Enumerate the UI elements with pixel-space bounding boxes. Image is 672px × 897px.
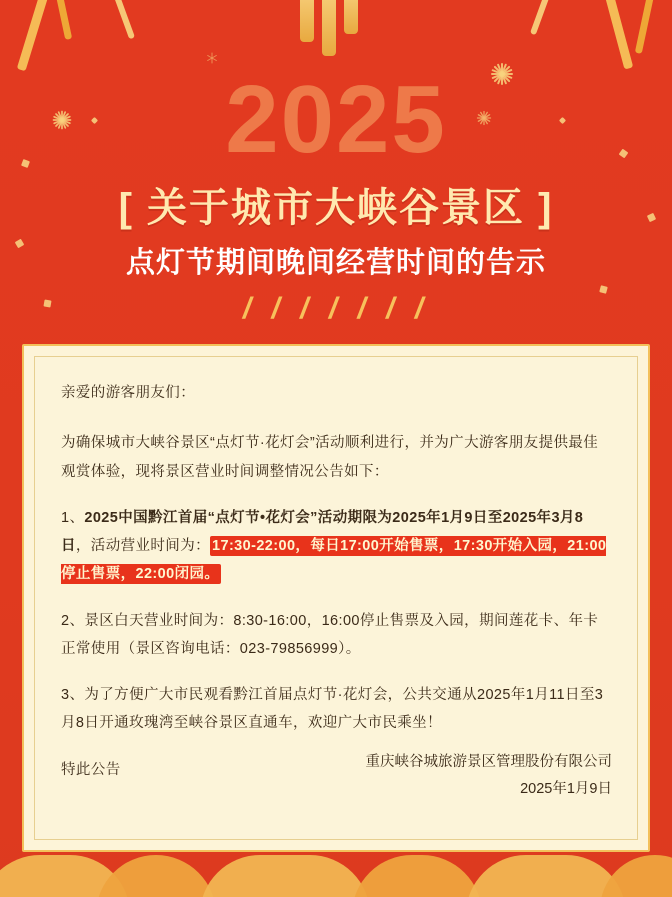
signature-org: 重庆峡谷城旅游景区管理股份有限公司 — [365, 753, 612, 770]
cloud-icon — [466, 855, 626, 897]
cloud-icon — [96, 855, 216, 897]
ribbon-icon — [600, 0, 634, 70]
item1-prefix: 1、 — [61, 509, 85, 526]
page-year: 2025 — [225, 66, 447, 173]
notice-item-1 — [61, 504, 611, 589]
ribbon-icon — [530, 0, 556, 35]
ribbon-icon — [111, 0, 135, 39]
notice-greeting: 亲爱的游客朋友们： — [61, 385, 196, 401]
cloud-icon — [352, 855, 482, 897]
cloud-icon — [200, 855, 370, 897]
signature-date: 2025年1月9日 — [520, 781, 612, 798]
cloud-icon — [600, 855, 672, 897]
item1-highlight-text: 17:30-22:00，每日17:00开始售票，17:30开始入园，21:00停止售票，22:00闭园。 — [61, 538, 607, 583]
lantern-tassel-icon — [344, 0, 358, 34]
firework-icon — [196, 42, 228, 74]
notice-closing: 特此公告 — [61, 761, 121, 778]
notice-intro: 为确保城市大峡谷景区“点灯节·花灯会”活动顺利进行，并为广大游客朋友提供最佳观赏体验，现将景区营业时间调整情况公告如下： — [61, 435, 599, 480]
page-subtitle: 点灯节期间晚间经营时间的告示 — [125, 247, 546, 279]
item1-bold-text: 2025中国黔江首届“点灯节•花灯会”活动期限为2025年1月9日至2025年3月8日 — [61, 509, 584, 555]
item1-mid-text: ，活动营业时间为： — [75, 538, 211, 555]
slash-divider: / / / / / / / — [242, 292, 430, 325]
notice-item-3: 3、为了方便广大市民观看黔江首届点灯节·花灯会，公共交通从2025年1月11日至3月8日开通玫瑰湾至峡谷景区直通车，欢迎广大市民乘坐！ — [61, 687, 604, 732]
ribbon-icon — [635, 0, 656, 54]
ribbon-icon — [17, 0, 53, 71]
notice-card — [22, 344, 650, 852]
notice-signature — [366, 749, 613, 804]
lantern-tassel-icon — [322, 0, 336, 56]
page-title: [ 关于城市大峡谷景区 ] — [118, 186, 554, 230]
bottom-decoration — [0, 837, 672, 897]
ribbon-icon — [51, 0, 72, 40]
notice-item-2: 2、景区白天营业时间为：8:30-16:00，16:00停止售票及入园，期间莲花卡、年卡正常使用（景区咨询电话：023-79856999）。 — [61, 612, 599, 657]
lantern-tassel-icon — [300, 0, 314, 42]
